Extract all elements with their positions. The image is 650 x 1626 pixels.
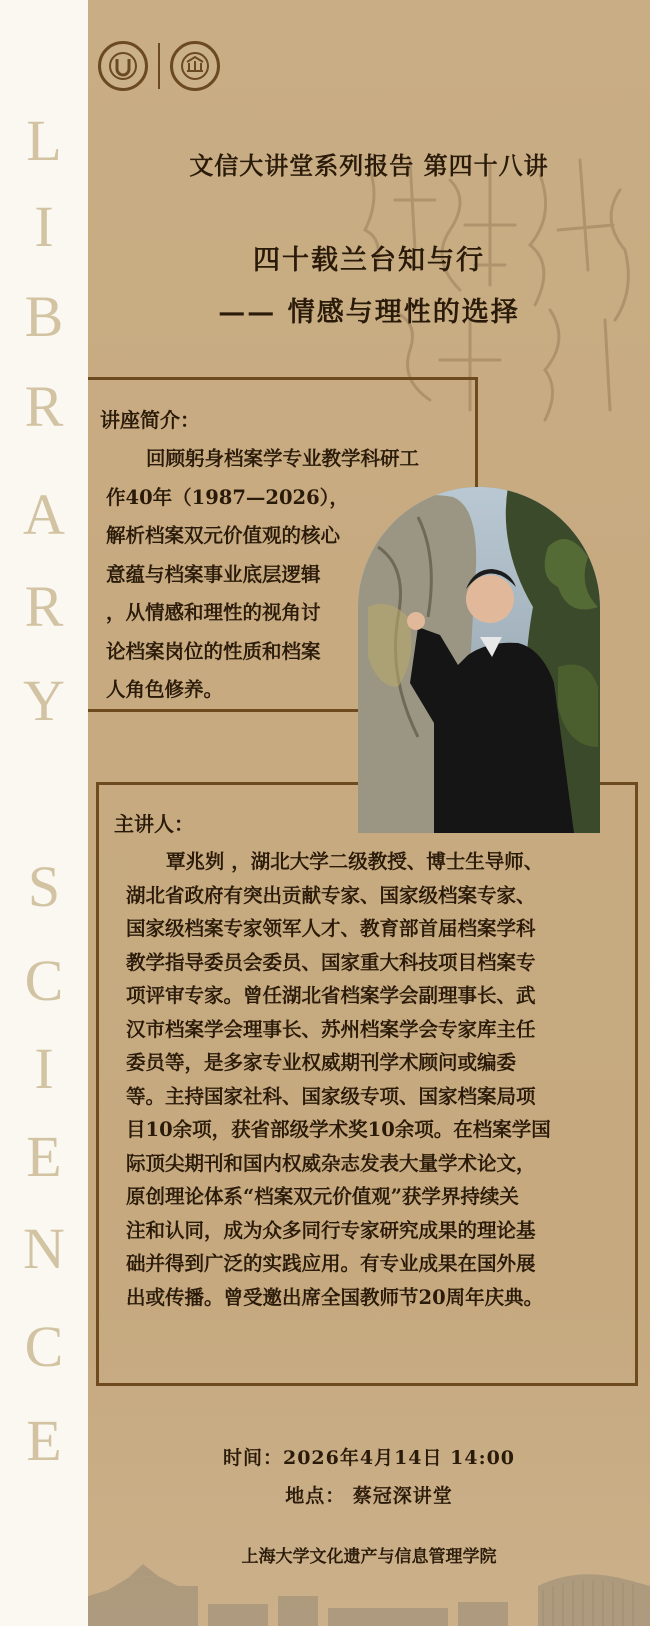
speaker-line: 教学指导委员会委员、国家重大科技项目档案专 [126,950,536,974]
intro-line: ，从情感和理性的视角讨 [106,601,321,624]
poster-panel [88,0,650,1626]
host-organization: 上海大学文化遗产与信息管理学院 [241,1547,497,1567]
watermark-letter: N [23,1216,65,1281]
intro-heading: 讲座简介： [100,408,200,432]
campus-skyline-illustration [88,1546,650,1626]
speaker-line: 汉市档案学会理事长、苏州档案学会专家库主任 [126,1017,536,1041]
speaker-line: 际顶尖期刊和国内权威杂志发表大量学术论文， [126,1151,536,1175]
school-emblem-icon [170,41,220,91]
speaker-heading: 主讲人： [114,812,194,836]
watermark-letter: C [24,1314,64,1379]
left-watermark-strip [0,0,88,1626]
watermark-letter: R [24,374,64,439]
watermark-letter: E [26,1124,62,1189]
intro-line: 作40年（1987—2026）， [106,485,349,509]
speaker-line: 注和认同，成为众多同行专家研究成果的理论基 [126,1218,536,1242]
intro-line: 意蕴与档案事业底层逻辑 [106,562,321,586]
watermark-letter: I [34,1036,54,1101]
intro-line: 人角色修养。 [106,678,224,701]
event-time: 时间：2026年4月14日 14:00 [222,1447,516,1469]
speaker-line: 等。主持国家社科、国家级专项、国家档案局项 [126,1084,536,1108]
speaker-line: 覃兆刿 ，湖北大学二级教授、博士生导师、 [166,850,544,873]
series-title: 文信大讲堂系列报告 第四十八讲 [189,151,549,180]
speaker-line: 目10余项，获省部级学术奖10余项。在档案学国 [126,1118,551,1141]
logo-divider [158,43,160,89]
talk-title-line1: 四十载兰台知与行 [253,245,485,276]
speaker-line: 湖北省政府有突出贡献专家、国家级档案专家、 [126,883,536,907]
speaker-photo [358,487,600,833]
speaker-line: 项评审专家。曾任湖北省档案学会副理事长、武 [126,984,536,1007]
speaker-bio [126,845,606,1314]
university-logo-icon [98,41,148,91]
logo-group [98,36,220,96]
intro-line: 回顾躬身档案学专业教学科研工 [146,447,420,470]
watermark-letter: E [26,1408,62,1473]
speaker-line: 委员等，是多家专业权威期刊学术顾问或编委 [126,1051,517,1074]
watermark-letter: L [26,108,62,173]
watermark-letter: Y [23,668,65,733]
speaker-line: 出或传播。曾受邀出席全国教师节20周年庆典。 [126,1285,544,1309]
watermark-letter: A [23,482,65,547]
intro-line: 解析档案双元价值观的核心 [106,524,341,547]
watermark-letter: B [24,284,64,349]
intro-line: 论档案岗位的性质和档案 [106,639,321,663]
watermark-letter: R [24,574,64,639]
watermark-letter: I [34,194,54,259]
speaker-line: 原创理论体系“档案双元价值观”获学界持续关 [126,1185,519,1208]
event-place: 地点： 蔡冠深讲堂 [285,1485,453,1507]
watermark-letter: C [24,948,64,1013]
speaker-line: 国家级档案专家领军人才、教育部首届档案学科 [126,917,536,940]
talk-title-line2: —— 情感与理性的选择 [218,297,520,328]
watermark-letter: S [27,854,61,919]
speaker-line: 础并得到广泛的实践应用。有专业成果在国外展 [126,1252,536,1275]
